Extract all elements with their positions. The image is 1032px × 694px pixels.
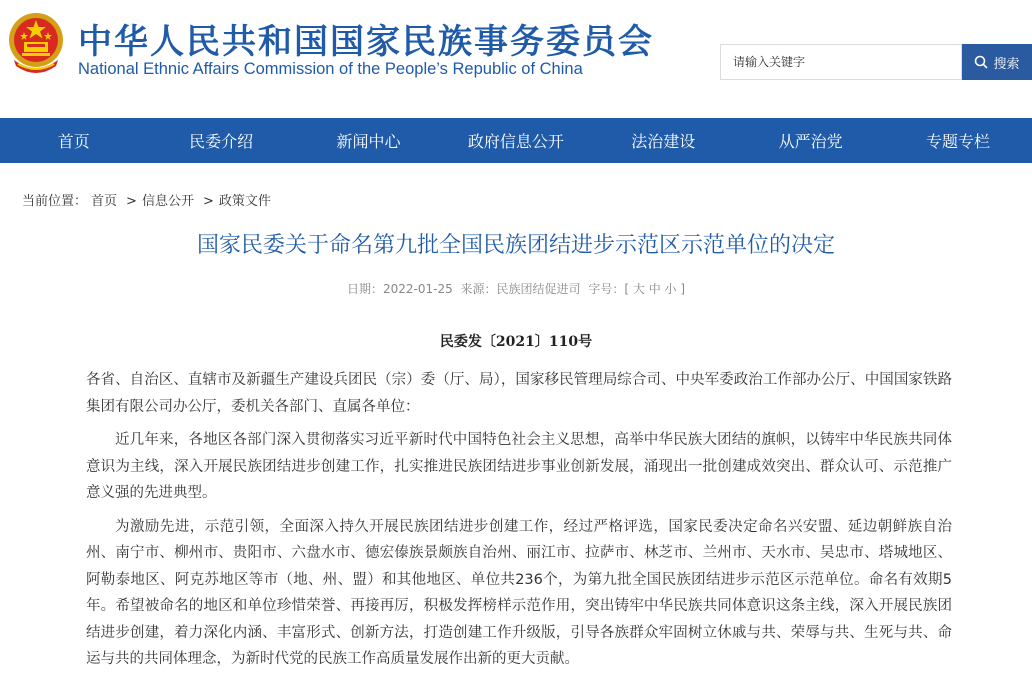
breadcrumb	[22, 190, 275, 209]
breadcrumb-separator: >	[126, 194, 137, 209]
breadcrumb-link-home[interactable]: 首页	[91, 194, 118, 209]
site-title-en[interactable]: National Ethnic Affairs Commission of the People’s Republic of China	[78, 60, 583, 78]
nav-item-rule-of-law[interactable]: 法治建设	[631, 132, 696, 151]
breadcrumb-prefix: 当前位置：	[22, 194, 88, 209]
article-date: 日期：2022-01-25	[346, 282, 453, 296]
article-source: 来源：民族团结促进司	[460, 282, 581, 296]
article-paragraph: 各省、自治区、直辖市及新疆生产建设兵团民（宗）委（厅、局），国家移民管理局综合司、中央军委政治工作部办公厅、中国国家铁路集团有限公司办公厅，委机关各部门、直属各单位：	[86, 372, 952, 415]
nav-item-home[interactable]: 首页	[57, 132, 90, 151]
search-box	[720, 44, 962, 80]
article-paragraph: 为激励先进，示范引领，全面深入持久开展民族团结进步创建工作，经过严格评选，国家民委决定命名兴安盟、延边朝鲜族自治州、南宁市、柳州市、贵阳市、六盘水市、德宏傣族景颇族自治州、丽江市、拉萨市、林芝市、兰州市、天水市、吴忠市、塔城地区、阿勒泰地区、阿克苏地区等市（地、州、盟）和其他地区、单位共236个，为第九批全国民族团结进步示范区示范单位。命名有效期5年。希望被命名的地区和单位珍惜荣誉、再接再厉，积极发挥榜样示范作用，突出铸牢中华民族共同体意识这条主线，深入开展民族团结进步创建，着力深化内涵、丰富形式、创新方法，打造创建工作升级版，引导各族群众牢固树立休戚与共、荣辱与共、生死与共、命运与共的共同体理念，为新时代党的民族工作高质量发展作出新的更大贡献。	[86, 518, 952, 667]
nav-item-about[interactable]: 民委介绍	[189, 132, 254, 151]
search-button[interactable]	[962, 44, 1032, 80]
article-paragraph: 近几年来，各地区各部门深入贯彻落实习近平新时代中国特色社会主义思想，高举中华民族大团结的旗帜，以铸牢中华民族共同体意识为主线，深入开展民族团结进步创建工作，扎实推进民族团结进步事业创新发展，涌现出一批创建成效突出、群众认可、示范推广意义强的先进典型。	[86, 432, 952, 501]
site-title-cn[interactable]: 中华人民共和国国家民族事务委员会	[78, 22, 654, 62]
search-icon	[974, 55, 988, 69]
nav-item-news[interactable]: 新闻中心	[336, 132, 401, 151]
breadcrumb-link-policy[interactable]: 政策文件	[218, 194, 271, 209]
search-button-label: 搜索	[993, 56, 1020, 72]
article-meta	[0, 280, 1032, 297]
font-size-switcher[interactable]: 字号：[ 大 中 小 ]	[588, 282, 686, 296]
article-content	[86, 367, 952, 680]
breadcrumb-separator: >	[202, 194, 214, 209]
main-nav	[0, 118, 1032, 163]
national-emblem-icon[interactable]	[6, 10, 66, 78]
article-title: 国家民委关于命名第九批全国民族团结进步示范区示范单位的决定	[196, 233, 835, 258]
search-input[interactable]	[721, 45, 961, 79]
breadcrumb-link-info[interactable]: 信息公开	[141, 194, 194, 209]
nav-item-special-topics[interactable]: 专题专栏	[926, 132, 991, 151]
nav-item-gov-info[interactable]: 政府信息公开	[467, 132, 564, 151]
nav-item-party-discipline[interactable]: 从严治党	[778, 132, 843, 151]
site-header	[0, 0, 1032, 118]
document-number: 民委发〔2021〕110号	[439, 334, 593, 350]
